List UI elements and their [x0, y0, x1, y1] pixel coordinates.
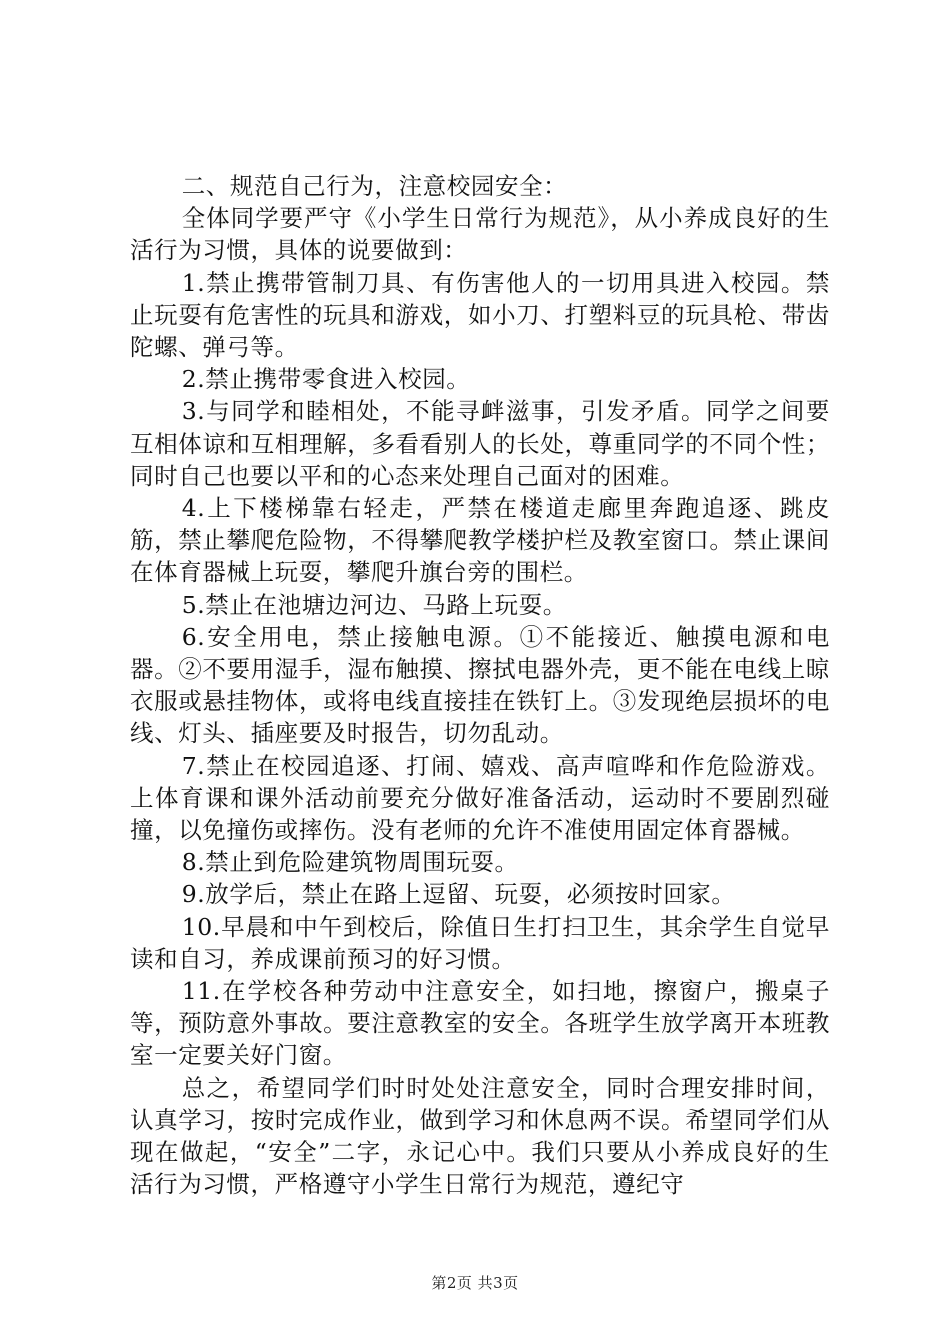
intro-paragraph: 全体同学要严守《小学生日常行为规范》，从小养成良好的生活行为习惯，具体的说要做到： — [130, 204, 830, 265]
rule-item-1: 1.禁止携带管制刀具、有伤害他人的一切用具进入校园。禁止玩耍有危害性的玩具和游戏，如小刀、打塑料豆的玩具枪、带齿陀螺、弹弓等。 — [130, 268, 830, 362]
page-footer: 第2页 共3页 — [431, 1274, 519, 1292]
rule-item-6: 6.安全用电，禁止接触电源。①不能接近、触摸电源和电器。②不要用湿手，湿布触摸、擦拭电器外壳，更不能在电线上晾衣服或悬挂物体，或将电线直接挂在铁钉上。③发现绝层损坏的电线、灯头、插座要及时报告，切勿乱动。 — [130, 622, 830, 748]
rule-item-11: 11.在学校各种劳动中注意安全，如扫地，擦窗户，搬桌子等，预防意外事故。要注意教室的安全。各班学生放学离开本班教室一定要关好门窗。 — [130, 977, 830, 1070]
rule-item-3: 3.与同学和睦相处，不能寻衅滋事，引发矛盾。同学之间要互相体谅和互相理解，多看看别人的长处，尊重同学的不同个性；同时自己也要以平和的心态来处理自己面对的困难。 — [130, 397, 830, 490]
conclusion-paragraph: 总之，希望同学们时时处处注意安全，同时合理安排时间，认真学习，按时完成作业，做到学习和休息两不误。希望同学们从现在做起，“安全”二字，永记心中。我们只要从小养成良好的生活行为习惯，严格遵守小学生日常行为规范，遵纪守 — [130, 1073, 830, 1199]
rule-item-7: 7.禁止在校园追逐、打闹、嬉戏、高声喧哗和作危险游戏。上体育课和课外活动前要充分做好准备活动，运动时不要剧烈碰撞，以免撞伤或摔伤。没有老师的允许不准使用固定体育器械。 — [130, 751, 830, 845]
rule-item-2: 2.禁止携带零食进入校园。 — [181, 365, 471, 394]
rule-item-4: 4.上下楼梯靠右轻走，严禁在楼道走廊里奔跑追逐、跳皮筋，禁止攀爬危险物，不得攀爬教学楼护栏及教室窗口。禁止课间在体育器械上玩耍，攀爬升旗台旁的围栏。 — [130, 494, 830, 587]
section-heading: 二、规范自己行为，注意校园安全： — [181, 172, 568, 200]
rule-item-10: 10.早晨和中午到校后，除值日生打扫卫生，其余学生自觉早读和自习，养成课前预习的好习惯。 — [130, 912, 830, 973]
rule-item-8: 8.禁止到危险建筑物周围玩耍。 — [181, 848, 519, 877]
rule-item-5: 5.禁止在池塘边河边、马路上玩耍。 — [181, 590, 567, 619]
document-body — [130, 170, 830, 1201]
rule-item-9: 9.放学后，禁止在路上逗留、玩耍，必须按时回家。 — [181, 880, 736, 909]
